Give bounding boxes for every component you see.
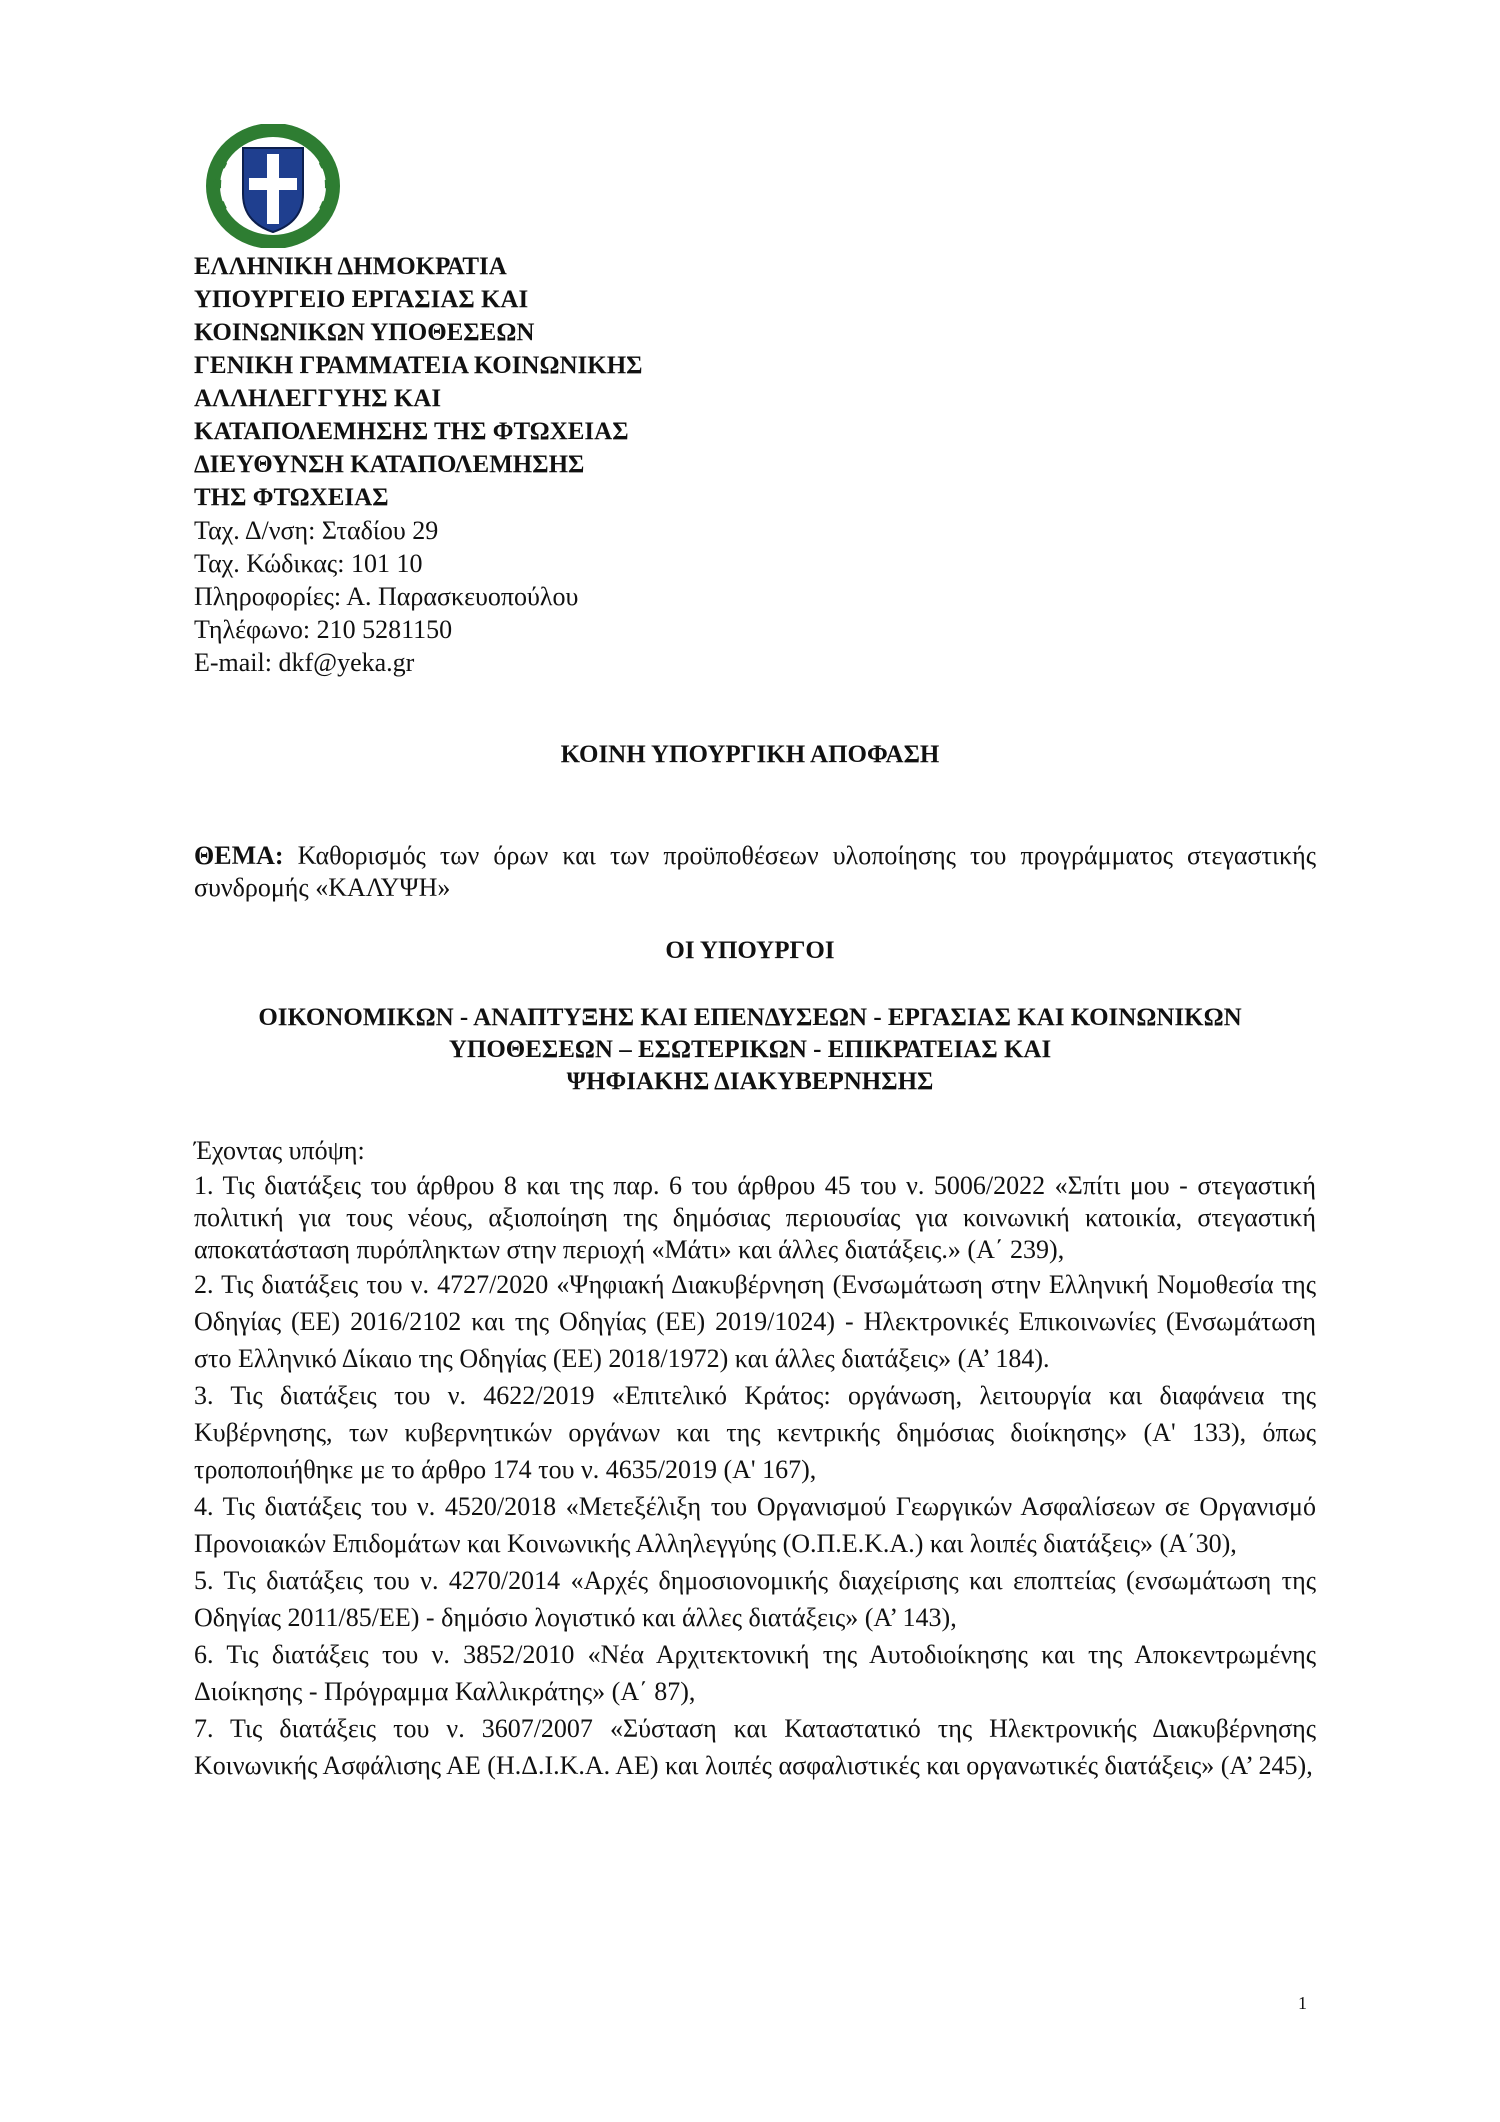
contact-address: Ταχ. Δ/νση: Σταδίου 29: [194, 516, 439, 545]
consideration-item: 6. Τις διατάξεις του ν. 3852/2010 «Νέα Αρχιτεκτονική της Αυτοδιοίκησης και της Αποκεντρωμένης Διοίκησης - Πρόγραμμα Καλλικράτης» (Α΄ 87),: [194, 1640, 1316, 1706]
issuer-line: ΑΛΛΗΛΕΓΓΥΗΣ ΚΑΙ: [194, 385, 442, 412]
contact-information: Πληροφορίες: Α. Παρασκευοπούλου: [194, 582, 579, 611]
ministries-line: ΟΙΚΟΝΟΜΙΚΩΝ - ΑΝΑΠΤΥΞΗΣ ΚΑΙ ΕΠΕΝΔΥΣΕΩΝ - ΕΡΓΑΣΙΑΣ ΚΑΙ ΚΟΙΝΩΝΙΚΩΝ: [258, 1004, 1242, 1031]
contact-email[interactable]: E-mail: dkf@yeka.gr: [194, 648, 415, 677]
consideration-item: 3. Τις διατάξεις του ν. 4622/2019 «Επιτελικό Κράτος: οργάνωση, λειτουργία και διαφάνεια της Κυβέρνησης, των κυβερνητικών οργάνων και της κεντρικής δημόσιας διοίκησης» (Α' 133), όπως τροποποιήθηκε με το άρθρο 174 του ν. 4635/2019 (Α' 167),: [194, 1381, 1316, 1484]
ministers-heading: ΟΙ ΥΠΟΥΡΓΟΙ: [665, 937, 835, 964]
consideration-item: 2. Τις διατάξεις του ν. 4727/2020 «Ψηφιακή Διακυβέρνηση (Ενσωμάτωση στην Ελληνική Νομοθεσία της Οδηγίας (ΕΕ) 2016/2102 και της Οδηγίας (ΕΕ) 2019/1024) - Ηλεκτρονικές Επικοινωνίες (Ενσωμάτωση στο Ελληνικό Δίκαιο της Οδηγίας (ΕΕ) 2018/1972) και άλλες διατάξεις» (Α’ 184).: [194, 1270, 1316, 1373]
greek-coat-of-arms-logo: [206, 124, 340, 248]
subject-label: ΘΕΜΑ:: [194, 841, 284, 870]
issuer-line: ΤΗΣ ΦΤΩΧΕΙΑΣ: [194, 484, 389, 511]
subject-text: Καθορισμός των όρων και των προϋποθέσεων υλοποίησης του προγράμματος στεγαστικής συνδρομής «ΚΑΛΥΨΗ»: [194, 841, 1316, 902]
ministries-list: [0, 1002, 1500, 1098]
contact-postcode: Ταχ. Κώδικας: 101 10: [194, 549, 423, 578]
issuer-line: ΕΛΛΗΝΙΚΗ ΔΗΜΟΚΡΑΤΙΑ: [194, 253, 507, 280]
document-title: ΚΟΙΝΗ ΥΠΟΥΡΓΙΚΗ ΑΠΟΦΑΣΗ: [560, 741, 940, 768]
page-number: 1: [1298, 1993, 1307, 2013]
consideration-item: 5. Τις διατάξεις του ν. 4270/2014 «Αρχές δημοσιονομικής διαχείρισης και εποπτείας (ενσωμάτωση της Οδηγίας 2011/85/ΕΕ) - δημόσιο λογιστικό και άλλες διατάξεις» (Α’ 143),: [194, 1566, 1316, 1632]
issuer-block: [194, 250, 754, 679]
consideration-item: 7. Τις διατάξεις του ν. 3607/2007 «Σύσταση και Καταστατικό της Ηλεκτρονικής Διακυβέρνησης Κοινωνικής Ασφάλισης ΑΕ (Η.Δ.Ι.Κ.Α. ΑΕ) και λοιπές ασφαλιστικές και οργανωτικές διατάξεις» (Α’ 245),: [194, 1714, 1316, 1780]
issuer-line: ΓΕΝΙΚΗ ΓΡΑΜΜΑΤΕΙΑ ΚΟΙΝΩΝΙΚΗΣ: [194, 352, 643, 379]
considerations-list: [194, 1170, 1316, 1784]
contact-phone: Τηλέφωνο: 210 5281150: [194, 615, 453, 644]
consideration-item: 1. Τις διατάξεις του άρθρου 8 και της παρ. 6 του άρθρου 45 του ν. 5006/2022 «Σπίτι μου - στεγαστική πολιτική για τους νέους, αξιοποίηση της δημόσιας περιουσίας για κοινωνική κατοικία, στεγαστική αποκατάσταση πυρόπληκτων στην περιοχή «Μάτι» και άλλες διατάξεις.» (Α΄ 239),: [194, 1171, 1316, 1264]
issuer-line: ΚΟΙΝΩΝΙΚΩΝ ΥΠΟΘΕΣΕΩΝ: [194, 319, 535, 346]
issuer-line: ΔΙΕΥΘΥΝΣΗ ΚΑΤΑΠΟΛΕΜΗΣΗΣ: [194, 451, 585, 478]
ministries-line: ΥΠΟΘΕΣΕΩΝ – ΕΣΩΤΕΡΙΚΩΝ - ΕΠΙΚΡΑΤΕΙΑΣ ΚΑΙ: [448, 1036, 1052, 1063]
issuer-line: ΚΑΤΑΠΟΛΕΜΗΣΗΣ ΤΗΣ ΦΤΩΧΕΙΑΣ: [194, 418, 629, 445]
ministries-line: ΨΗΦΙΑΚΗΣ ΔΙΑΚΥΒΕΡΝΗΣΗΣ: [566, 1068, 934, 1095]
subject-paragraph: [194, 840, 1316, 904]
consideration-item: 4. Τις διατάξεις του ν. 4520/2018 «Μετεξέλιξη του Οργανισμού Γεωργικών Ασφαλίσεων σε Οργανισμό Προνοιακών Επιδομάτων και Κοινωνικής Αλληλεγγύης (Ο.Π.Ε.Κ.Α.) και λοιπές διατάξεις» (Α΄30),: [194, 1492, 1316, 1558]
issuer-line: ΥΠΟΥΡΓΕΙΟ ΕΡΓΑΣΙΑΣ ΚΑΙ: [194, 286, 529, 313]
considering-intro: Έχοντας υπόψη:: [194, 1136, 365, 1165]
